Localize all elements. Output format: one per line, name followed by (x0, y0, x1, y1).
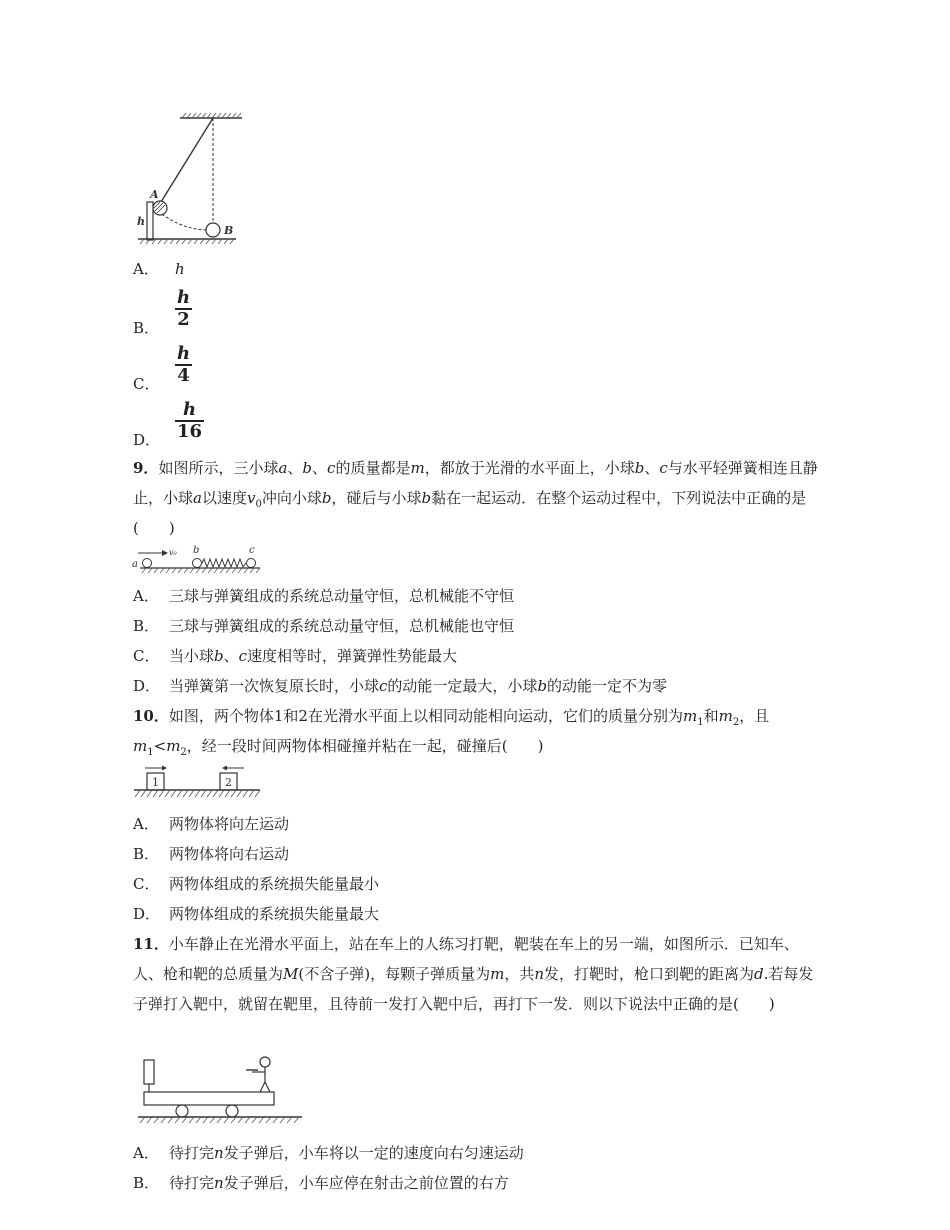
stem-text: 与水平轻弹簧相连且静止，小球 (133, 459, 818, 507)
var-n: n (534, 965, 545, 983)
cart-target-figure (134, 1052, 306, 1128)
var-c: c (238, 647, 248, 665)
option-text: 发子弹后，小车应停在射击之前位置的右方 (223, 1174, 509, 1192)
fraction (175, 288, 192, 330)
option-letter: B． (133, 319, 160, 337)
var-c: c (659, 459, 668, 477)
two-blocks-figure (132, 764, 264, 802)
var-b: b (302, 459, 313, 477)
option-text: 的动能一定不为零 (547, 677, 668, 695)
ball-c-label: c (249, 545, 255, 556)
stem-text: 且 (754, 707, 770, 725)
option-letter: C． (133, 875, 160, 893)
question-number: 9． (133, 459, 159, 477)
option-letter: D． (133, 677, 161, 695)
subscript: 1 (697, 717, 704, 728)
var-m: m (718, 707, 733, 725)
option-letter: A． (133, 260, 159, 278)
sep: 、 (287, 459, 303, 477)
var-d: d (754, 965, 764, 983)
q9-stem (133, 453, 823, 543)
spring-balls-figure (130, 545, 262, 575)
stem-text: ，共 (504, 965, 535, 983)
numerator: h (177, 287, 191, 308)
var-n: n (214, 1144, 224, 1162)
sep: 、 (644, 459, 660, 477)
stem-text: 黏在一起运动．在整个运动过程中，下列说法中正确的是( ) (133, 489, 807, 537)
option-text: 当弹簧第一次恢复原长时，小球 (169, 677, 380, 695)
var-m: m (682, 707, 698, 725)
var-b: b (421, 489, 432, 507)
option-text: 的动能一定最大，小球 (387, 677, 538, 695)
q10-stem (133, 701, 823, 761)
subscript: 2 (732, 717, 740, 728)
q11-stem (133, 929, 823, 1019)
stem-text: 冲向小球 (261, 489, 322, 507)
var-M: M (283, 965, 299, 983)
subscript: 2 (180, 747, 187, 758)
stem-text: ， (739, 707, 755, 725)
v0-label: v₀ (169, 548, 177, 557)
option-letter: C． (133, 375, 160, 393)
option-text: 当小球 (169, 647, 215, 665)
question-number: 11． (133, 935, 169, 953)
q10-option-a[interactable] (133, 814, 289, 834)
stem-text: < (153, 737, 167, 755)
q9-option-b[interactable] (133, 616, 514, 636)
q11-option-b[interactable] (133, 1173, 509, 1193)
q10-option-d[interactable] (133, 904, 379, 924)
denominator: 4 (175, 364, 192, 386)
var-n: n (214, 1174, 224, 1192)
block-1-label: 1 (152, 776, 159, 789)
stem-text: 发，打靶时，枪口到靶的距离为 (544, 965, 755, 983)
option-text: 两物体将向左运动 (169, 815, 290, 833)
stem-text: .若每发子弹打入靶中，就留在靶里，且待前一发打入靶中后，再打下一发．则以下说法中正确的是( ) (133, 965, 814, 1013)
var-c: c (379, 677, 388, 695)
q9-option-c[interactable] (133, 646, 457, 666)
option-letter: D． (133, 905, 161, 923)
subscript: 1 (147, 747, 154, 758)
fraction (175, 400, 204, 442)
label-b: B (224, 224, 234, 237)
denominator: 16 (177, 421, 203, 442)
ball-a-label: a (132, 559, 138, 570)
option-text: 三球与弹簧组成的系统总动量守恒，总机械能不守恒 (169, 587, 515, 605)
option-letter: A． (133, 1144, 159, 1162)
q9-option-d[interactable] (133, 676, 667, 696)
var-b: b (214, 647, 224, 665)
var-b: b (634, 459, 645, 477)
var-b: b (537, 677, 548, 695)
option-text: 两物体将向右运动 (169, 845, 290, 863)
stem-text: 小车静止在光滑水平面上，站在车上的人练习打靶，靶装在车上的另一端，如图所示．已知车、人、枪和靶的总质量为 (133, 935, 799, 983)
option-text: 发子弹后，小车将以一定的速度向右匀速运动 (223, 1144, 524, 1162)
q10-option-c[interactable] (133, 874, 379, 894)
var-v: v (246, 489, 256, 507)
option-text: h (175, 260, 185, 278)
option-text: 待打完 (169, 1174, 215, 1192)
var-m: m (490, 965, 505, 983)
stem-text: 和 (703, 707, 719, 725)
option-letter: B． (133, 1174, 160, 1192)
var-a: a (278, 459, 288, 477)
var-m: m (133, 737, 148, 755)
option-letter: B． (133, 845, 160, 863)
stem-text: ，碰后与小球 (331, 489, 422, 507)
label-a: A (150, 188, 159, 201)
pendulum-figure (130, 112, 250, 246)
option-letter: A． (133, 815, 159, 833)
stem-text: 的质量都是 (335, 459, 411, 477)
option-text: 两物体组成的系统损失能量最大 (169, 905, 380, 923)
option-text: 待打完 (169, 1144, 215, 1162)
q9-option-a[interactable] (133, 586, 514, 606)
stem-text: ，都放于光滑的水平面上，小球 (424, 459, 635, 477)
option-text: 速度相等时，弹簧弹性势能最大 (247, 647, 458, 665)
fraction (175, 344, 192, 386)
option-letter: B． (133, 617, 160, 635)
q10-option-b[interactable] (133, 844, 289, 864)
subscript: 0 (255, 499, 262, 510)
stem-text: 如图所示，三小球 (158, 459, 279, 477)
denominator: 2 (175, 308, 192, 330)
numerator: h (182, 399, 197, 420)
label-h: h (137, 215, 145, 228)
var-b: b (321, 489, 332, 507)
sep: 、 (312, 459, 328, 477)
var-a: a (193, 489, 202, 507)
stem-text: ，经一段时间两物体相碰撞并粘在一起，碰撞后( ) (186, 737, 544, 755)
block-2-label: 2 (225, 776, 232, 789)
var-m: m (166, 737, 181, 755)
stem-text: (不含子弹)，每颗子弹质量为 (298, 965, 491, 983)
numerator: h (177, 343, 191, 364)
stem-text: 如图，两个物体1和2在光滑水平面上以相同动能相向运动，它们的质量分别为 (168, 707, 683, 725)
stem-text: 以速度 (201, 489, 247, 507)
var-c: c (327, 459, 336, 477)
option-letter: C． (133, 647, 160, 665)
option-letter: D． (133, 431, 161, 449)
q11-option-a[interactable] (133, 1143, 524, 1163)
option-text: 三球与弹簧组成的系统总动量守恒，总机械能也守恒 (169, 617, 515, 635)
question-number: 10． (133, 707, 169, 725)
option-text: 两物体组成的系统损失能量最小 (169, 875, 380, 893)
option-letter: A． (133, 587, 159, 605)
ball-b-label: b (193, 545, 200, 556)
var-m: m (410, 459, 425, 477)
q8-option-a[interactable] (133, 259, 185, 279)
sep: 、 (223, 647, 239, 665)
